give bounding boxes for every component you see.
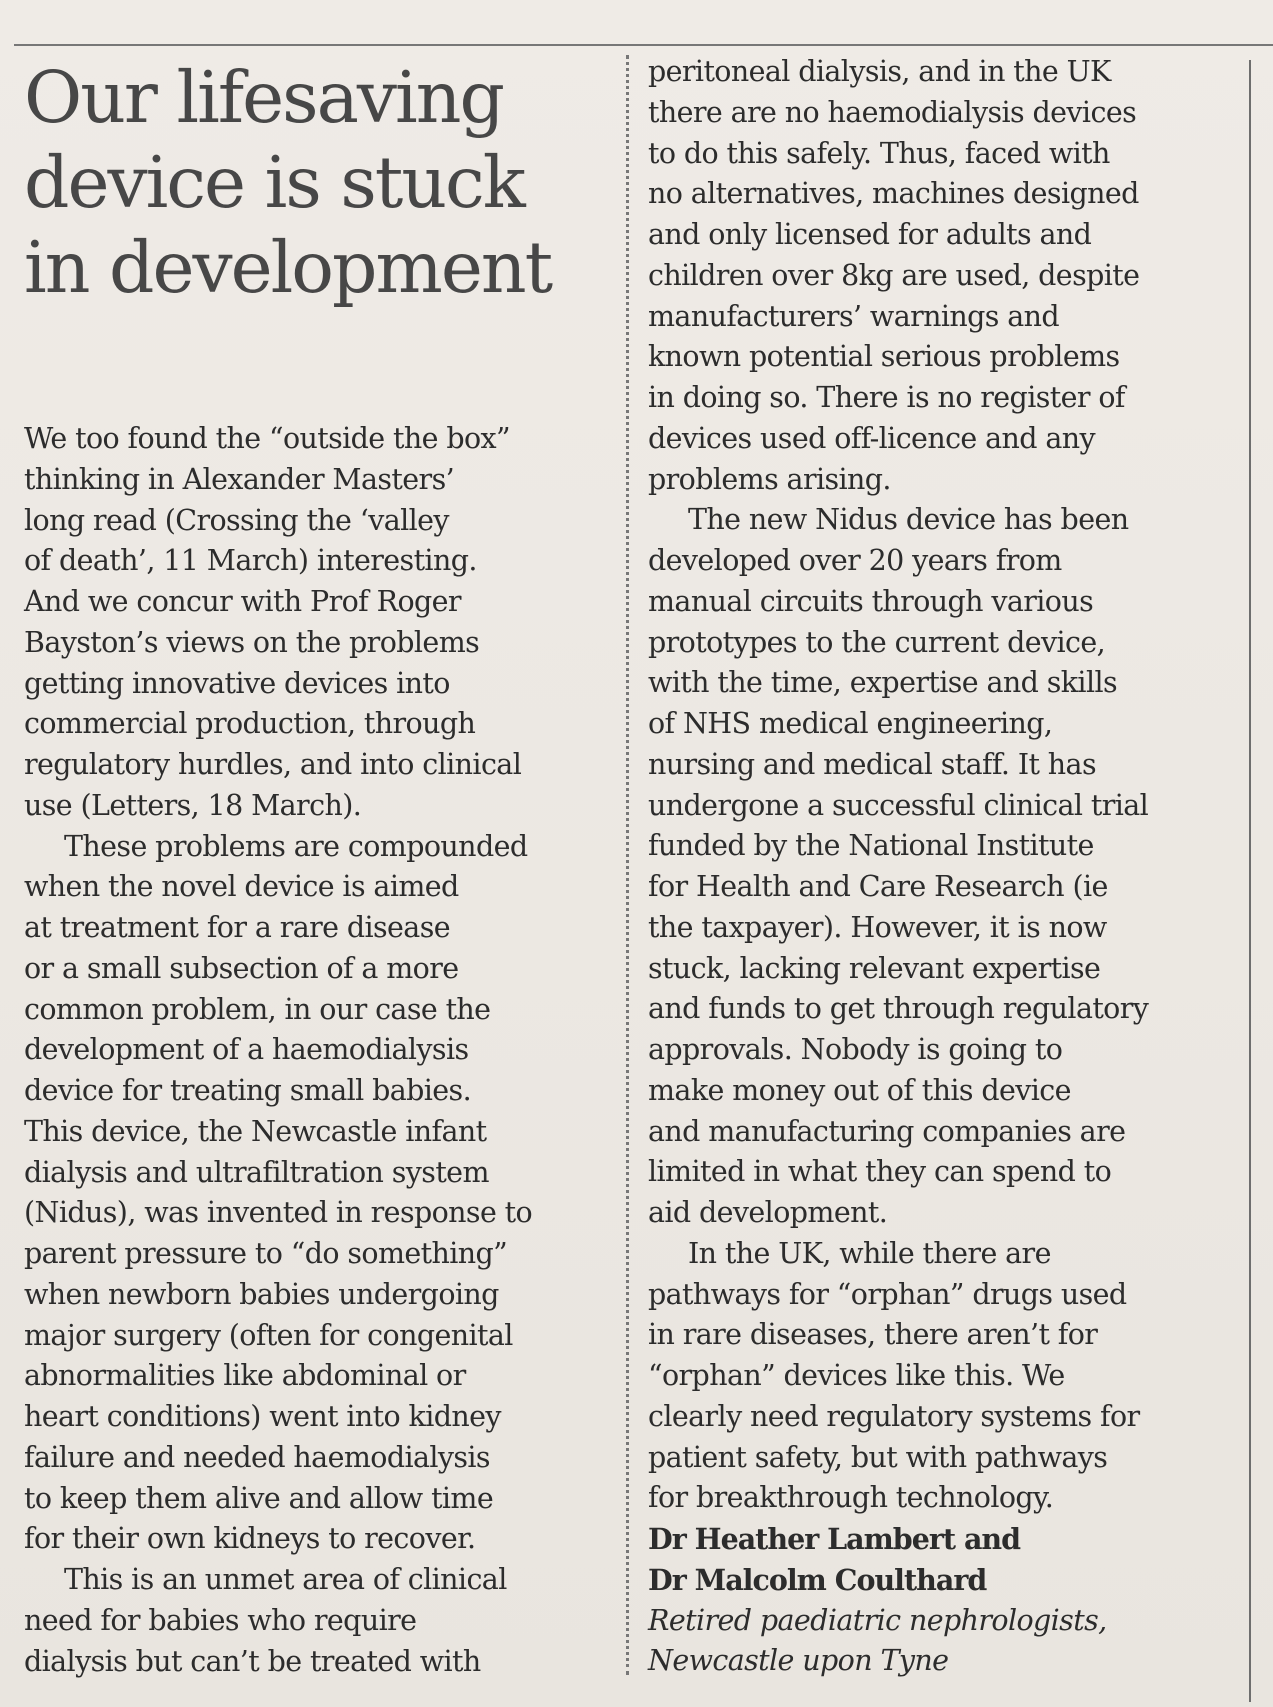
body-line: The new Nidus device has been bbox=[688, 503, 1129, 537]
author-signature: Dr Malcolm Coulthard bbox=[648, 1562, 987, 1597]
body-line: and funds to get through regulatory bbox=[648, 992, 1149, 1026]
body-line: aid development. bbox=[648, 1196, 888, 1229]
body-line: the taxpayer). However, it is now bbox=[648, 910, 1107, 944]
body-line: And we concur with Prof Roger bbox=[24, 585, 461, 618]
body-line: in doing so. There is no register of bbox=[648, 381, 1125, 414]
body-line: These problems are compounded bbox=[64, 829, 528, 863]
headline bbox=[24, 55, 604, 310]
body-line: there are no haemodialysis devices bbox=[648, 95, 1137, 129]
body-line: for breakthrough technology. bbox=[648, 1481, 1054, 1515]
body-line: thinking in Alexander Masters’ bbox=[24, 462, 455, 496]
body-line: with the time, expertise and skills bbox=[648, 666, 1117, 700]
body-line: undergone a successful clinical trial bbox=[648, 788, 1149, 822]
body-line: devices used off-licence and any bbox=[648, 421, 1096, 455]
body-line: to keep them alive and allow time bbox=[24, 1481, 494, 1515]
letter-body-left-column bbox=[24, 419, 614, 1682]
body-line: of death’, 11 March) interesting. bbox=[24, 544, 477, 578]
body-line: no alternatives, machines designed bbox=[648, 177, 1139, 211]
body-line: common problem, in our case the bbox=[24, 992, 491, 1026]
body-line: stuck, lacking relevant expertise bbox=[648, 951, 1101, 985]
body-line: known potential serious problems bbox=[648, 340, 1120, 374]
body-line: parent pressure to “do something” bbox=[24, 1237, 508, 1270]
headline-line: Our lifesaving bbox=[24, 56, 503, 139]
body-line: pathways for “orphan” drugs used bbox=[648, 1277, 1127, 1311]
body-line: clearly need regulatory systems for bbox=[648, 1399, 1140, 1433]
author-signature: Dr Heather Lambert and bbox=[648, 1522, 1021, 1556]
body-line: funded by the National Institute bbox=[648, 829, 1094, 863]
body-line: device for treating small babies. bbox=[24, 1074, 472, 1107]
body-line: dialysis and ultrafiltration system bbox=[24, 1155, 489, 1189]
body-line: for their own kidneys to recover. bbox=[24, 1522, 476, 1556]
body-line: “orphan” devices like this. We bbox=[648, 1359, 1065, 1392]
body-line: This device, the Newcastle infant bbox=[24, 1114, 487, 1148]
author-affiliation: Newcastle upon Tyne bbox=[648, 1644, 949, 1678]
body-line: nursing and medical staff. It has bbox=[648, 747, 1096, 781]
right-column-rule bbox=[1249, 60, 1251, 1702]
body-line: This is an unmet area of clinical bbox=[64, 1563, 507, 1596]
body-line: need for babies who require bbox=[24, 1603, 417, 1637]
author-affiliation: Retired paediatric nephrologists, bbox=[648, 1603, 1107, 1637]
body-line: failure and needed haemodialysis bbox=[24, 1440, 490, 1474]
body-line: problems arising. bbox=[648, 462, 891, 496]
body-line: or a small subsection of a more bbox=[24, 951, 459, 985]
body-line: when newborn babies undergoing bbox=[24, 1277, 499, 1311]
body-line: development of a haemodialysis bbox=[24, 1033, 469, 1067]
top-rule bbox=[14, 44, 1273, 46]
body-line: abnormalities like abdominal or bbox=[24, 1359, 466, 1393]
body-line: and only licensed for adults and bbox=[648, 218, 1092, 251]
body-line: at treatment for a rare disease bbox=[24, 911, 450, 944]
body-line: getting innovative devices into bbox=[24, 666, 450, 700]
body-line: children over 8kg are used, despite bbox=[648, 258, 1140, 292]
body-line: limited in what they can spend to bbox=[648, 1155, 1112, 1189]
body-line: developed over 20 years from bbox=[648, 544, 1062, 577]
body-line: manual circuits through various bbox=[648, 584, 1094, 618]
body-line: heart conditions) went into kidney bbox=[24, 1400, 501, 1433]
body-line: of NHS medical engineering, bbox=[648, 707, 1053, 740]
headline-line: in development bbox=[24, 226, 552, 309]
body-line: (Nidus), was invented in response to bbox=[24, 1196, 533, 1230]
body-line: peritoneal dialysis, and in the UK bbox=[648, 55, 1111, 88]
body-line: make money out of this device bbox=[648, 1073, 1071, 1107]
body-line: regulatory hurdles, and into clinical bbox=[24, 748, 522, 781]
body-line: in rare diseases, there aren’t for bbox=[648, 1318, 1098, 1352]
body-line: approvals. Nobody is going to bbox=[648, 1033, 1063, 1066]
body-line: long read (Crossing the ‘valley bbox=[24, 503, 449, 537]
body-line: We too found the “outside the box” bbox=[24, 422, 511, 455]
column-separator bbox=[626, 55, 629, 1675]
body-line: Bayston’s views on the problems bbox=[24, 625, 480, 659]
body-line: manufacturers’ warnings and bbox=[648, 299, 1060, 333]
body-line: In the UK, while there are bbox=[688, 1236, 1051, 1270]
body-line: when the novel device is aimed bbox=[24, 870, 459, 904]
headline-line: device is stuck bbox=[24, 141, 524, 224]
body-line: commercial production, through bbox=[24, 707, 476, 741]
body-line: dialysis but can’t be treated with bbox=[24, 1644, 481, 1678]
body-line: patient safety, but with pathways bbox=[648, 1440, 1108, 1474]
letter-body-right-column bbox=[648, 52, 1238, 1682]
body-line: and manufacturing companies are bbox=[648, 1114, 1126, 1148]
body-line: to do this safely. Thus, faced with bbox=[648, 136, 1110, 170]
body-line: for Health and Care Research (ie bbox=[648, 870, 1108, 903]
body-line: major surgery (often for congenital bbox=[24, 1318, 513, 1352]
body-line: prototypes to the current device, bbox=[648, 625, 1106, 659]
body-line: use (Letters, 18 March). bbox=[24, 788, 362, 822]
